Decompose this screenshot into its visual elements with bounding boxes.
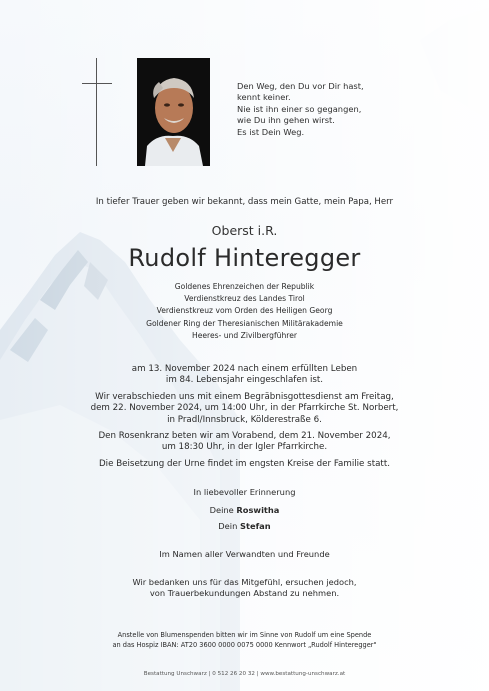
poem: [237, 81, 364, 138]
death-notice: [0, 364, 489, 387]
intro-text: In tiefer Trauer geben wir bekannt, dass mein Gatte, mein Papa, Herr: [95, 197, 394, 207]
rosary-line: Den Rosenkranz beten wir am Vorabend, dem 21. November 2024,: [98, 431, 391, 441]
death-line: im 84. Lebensjahr eingeschlafen ist.: [165, 375, 324, 386]
service-line: in Pradl/Innsbruck, Kölderestraße 6.: [167, 414, 322, 425]
poem-line: Nie ist ihn einer so gegangen,: [237, 103, 362, 114]
service-line: dem 22. November 2024, um 14:00 Uhr, in der Pfarrkirche St. Norbert,: [90, 403, 399, 414]
donation-line: an das Hospiz IBAN: AT20 3600 0000 0075 0000 Kennwort „Rudolf Hinteregger": [112, 641, 377, 649]
rank-title: Oberst i.R.: [211, 223, 278, 238]
mourner-wife: [0, 505, 489, 515]
service-notice: [0, 392, 489, 426]
mourner-son: [0, 521, 489, 531]
death-line: am 13. November 2024 nach einem erfüllten Leben: [131, 364, 358, 374]
thanks-line: Wir bedanken uns für das Mitgefühl, ersuchen jedoch,: [132, 577, 357, 587]
thanks-notice: [0, 577, 489, 600]
mourner-prefix: Dein: [218, 521, 238, 531]
urn-notice: Die Beisetzung der Urne findet im engsten Kreise der Familie statt.: [98, 459, 390, 469]
poem-line: Es ist Dein Weg.: [237, 126, 305, 137]
funeral-home-footer: Bestattung Unschwarz | 0 512 26 20 32 | www.bestattung-unschwarz.at: [143, 671, 346, 677]
poem-line: kennt keiner.: [237, 92, 291, 103]
honors-list: [0, 281, 489, 342]
donation-line: Anstelle von Blumenspenden bitten wir im Sinne von Rudolf um eine Spende: [117, 631, 372, 639]
honor-item: Goldenes Ehrenzeichen der Republik: [174, 282, 315, 291]
mourner-name: Roswitha: [236, 505, 280, 515]
honor-item: Verdienstkreuz des Landes Tirol: [184, 294, 305, 304]
poem-line: Den Weg, den Du vor Dir hast,: [237, 81, 364, 91]
memory-line: In liebevoller Erinnerung: [193, 487, 296, 497]
rosary-line: um 18:30 Uhr, in der Igler Pfarrkirche.: [161, 442, 328, 453]
cross-icon: [96, 58, 97, 166]
honor-item: Verdienstkreuz vom Orden des Heiligen Georg: [156, 306, 333, 316]
thanks-line: von Trauerbekundungen Abstand zu nehmen.: [149, 588, 340, 599]
rosary-notice: [0, 431, 489, 454]
honor-item: Goldener Ring der Theresianischen Militärakademie: [146, 318, 343, 328]
cross-icon-bar: [82, 83, 112, 84]
relatives-line: Im Namen aller Verwandten und Freunde: [159, 549, 330, 559]
portrait-photo: [137, 58, 210, 166]
service-line: Wir verabschieden uns mit einem Begräbnisgottesdienst am Freitag,: [95, 392, 394, 402]
deceased-name: Rudolf Hinteregger: [128, 244, 361, 272]
honor-item: Heeres- und Zivilbergführer: [191, 330, 298, 340]
mourner-name: Stefan: [240, 521, 271, 531]
poem-line: wie Du ihn gehen wirst.: [237, 115, 335, 126]
donation-notice: [0, 630, 489, 650]
mourner-prefix: Deine: [209, 505, 234, 515]
